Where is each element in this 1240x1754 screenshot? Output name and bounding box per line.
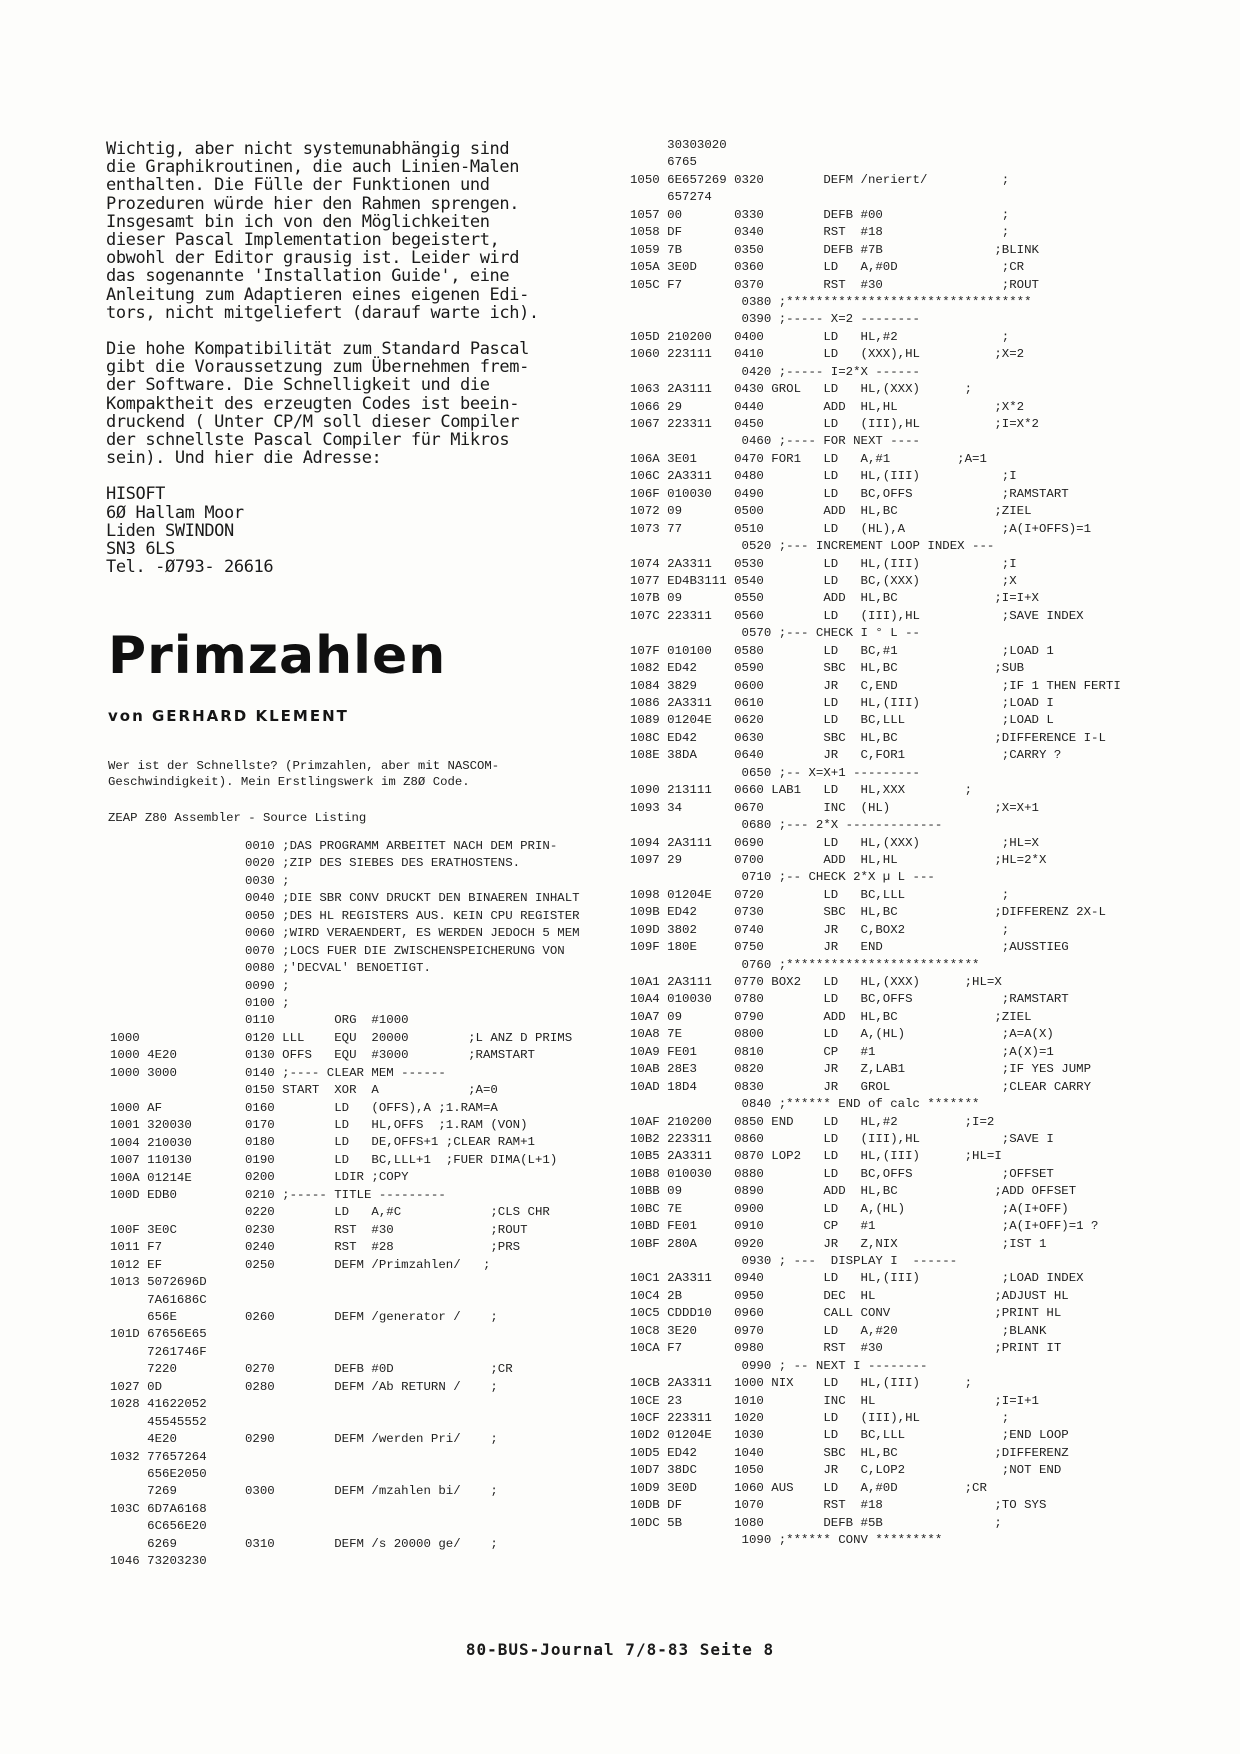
listing-line: 10D5 ED42 1040 SBC HL,BC ;DIFFERENZ xyxy=(630,1445,1069,1460)
listing-line: 10CA F7 0980 RST #30 ;PRINT IT xyxy=(630,1341,1062,1356)
listing-line: 0460 ;---- FOR NEXT ---- xyxy=(630,434,920,449)
listing-line: 0380 ;********************************* xyxy=(630,294,1032,309)
listing-line: 1004 210030 xyxy=(110,1135,192,1150)
listing-line xyxy=(245,1413,580,1430)
listing-line: 1082 ED42 0590 SBC HL,BC ;SUB xyxy=(630,661,1025,676)
listing-line: 10A4 010030 0780 LD BC,OFFS ;RAMSTART xyxy=(630,992,1069,1007)
listing-line: 10CF 223311 1020 LD (III),HL ; xyxy=(630,1410,1010,1425)
listing-line: 1032 77657264 xyxy=(110,1449,207,1464)
listing-source-column xyxy=(245,838,580,1553)
listing-line: 1000 4E20 xyxy=(110,1048,177,1063)
article-title: Primzahlen xyxy=(108,626,447,686)
listing-line xyxy=(245,1396,580,1413)
listing-line: 0110 ORG #1000 xyxy=(245,1013,409,1028)
listing-line: 10DC 5B 1080 DEFB #5B ; xyxy=(630,1515,1002,1530)
listing-caption: ZEAP Z80 Assembler - Source Listing xyxy=(108,810,367,825)
listing-line: 0520 ;--- INCREMENT LOOP INDEX --- xyxy=(630,539,995,554)
listing-line: 0260 DEFM /generator / ; xyxy=(245,1309,498,1324)
listing-line: 1000 3000 xyxy=(110,1065,177,1080)
listing-line: 656E xyxy=(110,1310,177,1324)
listing-line: 1067 223311 0450 LD (III),HL ;I=X*2 xyxy=(630,417,1039,431)
listing-line: 107F 010100 0580 LD BC,#1 ;LOAD 1 xyxy=(630,643,1054,658)
listing-line: 1098 01204E 0720 LD BC,LLL ; xyxy=(630,887,1010,902)
listing-line: 105D 210200 0400 LD HL,#2 ; xyxy=(630,329,1010,344)
listing-line: 0840 ;****** END of calc ******* xyxy=(630,1097,980,1112)
text-line: gibt die Voraussetzung zum Übernehmen frem- xyxy=(106,357,529,378)
listing-line: 108C ED42 0630 SBC HL,BC ;DIFFERENCE I-L xyxy=(630,730,1106,745)
listing-line: 1000 xyxy=(110,1031,140,1045)
listing-line: 10B8 010030 0880 LD BC,OFFS ;OFFSET xyxy=(630,1166,1054,1181)
listing-line: 1072 09 0500 ADD HL,BC ;ZIEL xyxy=(630,504,1032,519)
address-line: Tel. -Ø793- 26616 xyxy=(106,557,274,578)
listing-line: 0420 ;----- I=2*X ------ xyxy=(630,364,920,379)
listing-line: 100D EDB0 xyxy=(110,1187,177,1202)
listing-line: 1063 2A3111 0430 GROL LD HL,(XXX) ; xyxy=(630,382,973,397)
listing-line xyxy=(110,1082,207,1099)
listing-line: 1066 29 0440 ADD HL,HL ;X*2 xyxy=(630,399,1025,414)
text-line: sein). Und hier die Adresse: xyxy=(106,448,382,469)
listing-line xyxy=(245,1448,580,1465)
intro-text xyxy=(106,140,576,576)
listing-line: 30303020 xyxy=(630,138,727,152)
listing-line: 0240 RST #28 ;PRS xyxy=(245,1240,521,1255)
listing-line: 0990 ; -- NEXT I -------- xyxy=(630,1358,928,1373)
listing-line: 1000 AF xyxy=(110,1100,163,1115)
listing-line: 106F 010030 0490 LD BC,OFFS ;RAMSTART xyxy=(630,486,1069,501)
listing-line: 1094 2A3111 0690 LD HL,(XXX) ;HL=X xyxy=(630,835,1039,850)
listing-line: 45545552 xyxy=(110,1414,207,1429)
listing-line xyxy=(245,1518,580,1535)
listing-line: 1084 3829 0600 JR C,END ;IF 1 THEN FERTI xyxy=(630,678,1121,693)
listing-line: 1090 ;****** CONV ********* xyxy=(630,1533,943,1547)
text-line: die Graphikroutinen, die auch Linien-Malen xyxy=(106,157,520,178)
listing-line: 10D7 38DC 1050 JR C,LOP2 ;NOT END xyxy=(630,1463,1062,1478)
listing-line: 0160 LD (OFFS),A ;1.RAM=A xyxy=(245,1100,498,1115)
lead-line: Geschwindigkeit). Mein Erstlingswerk im Z8Ø Code. xyxy=(108,775,470,790)
listing-line: 10CB 2A3311 1000 NIX LD HL,(III) ; xyxy=(630,1376,973,1391)
listing-line: 108E 38DA 0640 JR C,FOR1 ;CARRY ? xyxy=(630,748,1062,763)
listing-line: 106C 2A3311 0480 LD HL,(III) ;I xyxy=(630,469,1017,484)
listing-line: 0090 ; xyxy=(245,978,290,993)
listing-line: 100A 01214E xyxy=(110,1170,192,1185)
paragraph-2 xyxy=(106,340,576,467)
listing-line: 107B 09 0550 ADD HL,BC ;I=I+X xyxy=(630,591,1039,606)
listing-line: 7A61686C xyxy=(110,1292,207,1307)
listing-line: 1057 00 0330 DEFB #00 ; xyxy=(630,207,1010,222)
page-footer: 80-BUS-Journal 7/8-83 Seite 8 xyxy=(465,1640,775,1659)
listing-line: 10C4 2B 0950 DEC HL ;ADJUST HL xyxy=(630,1288,1069,1303)
listing-line: 1090 213111 0660 LAB1 LD HL,XXX ; xyxy=(630,783,973,798)
listing-line: 0930 ; --- DISPLAY I ------ xyxy=(630,1254,958,1268)
listing-line: 105A 3E0D 0360 LD A,#0D ;CR xyxy=(630,260,1025,275)
listing-line: 0100 ; xyxy=(245,995,290,1010)
paragraph-1 xyxy=(106,140,576,322)
listing-line: 1073 77 0510 LD (HL),A ;A(I+OFFS)=1 xyxy=(630,521,1092,536)
listing-line: 10B2 223311 0860 LD (III),HL ;SAVE I xyxy=(630,1131,1054,1146)
listing-line: 0760 ;************************** xyxy=(630,957,980,972)
listing-line: 0190 LD BC,LLL+1 ;FUER DIMA(L+1) xyxy=(245,1152,558,1167)
text-line: enthalten. Die Fülle der Funktionen und xyxy=(106,175,490,196)
address-line: Liden SWINDON xyxy=(106,520,234,541)
listing-line: 1027 0D xyxy=(110,1379,163,1394)
listing-line: 1059 7B 0350 DEFB #7B ;BLINK xyxy=(630,242,1039,257)
listing-line: 1058 DF 0340 RST #18 ; xyxy=(630,225,1010,240)
listing-line: 6C656E20 xyxy=(110,1519,207,1534)
listing-line: 1013 5072696D xyxy=(110,1275,207,1290)
listing-line xyxy=(110,1204,207,1221)
listing-line: 0680 ;--- 2*X ------------- xyxy=(630,818,943,833)
listing-line: 1046 73203230 xyxy=(110,1554,207,1569)
listing-line: 0200 LDIR ;COPY xyxy=(245,1170,409,1185)
text-line: obwohl der Editor grausig ist. Leider wird xyxy=(106,248,520,269)
listing-line: 0050 ;DES HL REGISTERS AUS. KEIN CPU REGISTER xyxy=(245,908,580,923)
listing-line: 103C 6D7A6168 xyxy=(110,1501,207,1516)
listing-line: 10BD FE01 0910 CP #1 ;A(I+OFF)=1 ? xyxy=(630,1219,1099,1234)
text-line: der Software. Die Schnelligkeit und die xyxy=(106,375,490,396)
listing-line: 10D9 3E0D 1060 AUS LD A,#0D ;CR xyxy=(630,1480,987,1495)
listing-line: 10D2 01204E 1030 LD BC,LLL ;END LOOP xyxy=(630,1428,1069,1443)
listing-line: 109B ED42 0730 SBC HL,BC ;DIFFERENZ 2X-L xyxy=(630,905,1106,920)
text-line: Insgesamt bin ich von den Möglichkeiten xyxy=(106,211,490,232)
listing-line: 1074 2A3311 0530 LD HL,(III) ;I xyxy=(630,556,1017,571)
listing-line: 1086 2A3311 0610 LD HL,(III) ;LOAD I xyxy=(630,696,1054,710)
listing-line: 0250 DEFM /Primzahlen/ ; xyxy=(245,1257,491,1272)
listing-line: 1089 01204E 0620 LD BC,LLL ;LOAD L xyxy=(630,713,1054,728)
listing-line: 0300 DEFM /mzahlen bi/ ; xyxy=(245,1484,498,1499)
listing-line xyxy=(245,1274,580,1291)
listing-line: 10BB 09 0890 ADD HL,BC ;ADD OFFSET xyxy=(630,1184,1077,1199)
listing-line: 1050 6E657269 0320 DEFM /neriert/ ; xyxy=(630,172,1010,187)
listing-line: 656E2050 xyxy=(110,1466,207,1481)
listing-line xyxy=(245,1344,580,1361)
listing-line: 1012 EF xyxy=(110,1257,163,1272)
listing-line: 10C8 3E20 0970 LD A,#20 ;BLANK xyxy=(630,1323,1047,1338)
listing-line: 0310 DEFM /s 20000 ge/ ; xyxy=(245,1536,498,1551)
listing-line: 109D 3802 0740 JR C,BOX2 ; xyxy=(630,922,1010,937)
article-author: von GERHARD KLEMENT xyxy=(108,707,349,725)
address-line: SN3 6LS xyxy=(106,539,175,560)
listing-line: 0230 RST #30 ;ROUT xyxy=(245,1222,528,1237)
address-line: 6Ø Hallam Moor xyxy=(106,502,244,523)
listing-line: 0390 ;----- X=2 -------- xyxy=(630,312,920,327)
listing-line: 10AB 28E3 0820 JR Z,LAB1 ;IF YES JUMP xyxy=(630,1062,1092,1077)
listing-line: 10A1 2A3111 0770 BOX2 LD HL,(XXX) ;HL=X xyxy=(630,975,1002,989)
listing-line: 1007 110130 xyxy=(110,1153,192,1168)
text-line: druckend ( Unter CP/M soll dieser Compiler xyxy=(106,411,520,432)
listing-line: 0570 ;--- CHECK I ° L -- xyxy=(630,626,920,641)
listing-line xyxy=(245,1466,580,1483)
lead-paragraph xyxy=(108,758,608,791)
text-line: Wichtig, aber nicht systemunabhängig sind xyxy=(106,139,510,159)
listing-line: 0290 DEFM /werden Pri/ ; xyxy=(245,1431,498,1446)
listing-line: 0120 LLL EQU 20000 ;L ANZ D PRIMS xyxy=(245,1030,573,1045)
listing-line: 107C 223311 0560 LD (III),HL ;SAVE INDEX xyxy=(630,608,1084,623)
listing-line xyxy=(245,1326,580,1343)
listing-line: 0270 DEFB #0D ;CR xyxy=(245,1362,513,1377)
listing-line: 10BF 280A 0920 JR Z,NIX ;IST 1 xyxy=(630,1236,1047,1251)
listing-left-column xyxy=(110,1030,207,1571)
listing-line: 10DB DF 1070 RST #18 ;TO SYS xyxy=(630,1498,1047,1513)
listing-line: 100F 3E0C xyxy=(110,1222,177,1237)
listing-line: 0170 LD HL,OFFS ;1.RAM (VON) xyxy=(245,1118,528,1132)
listing-line: 106A 3E01 0470 FOR1 LD A,#1 ;A=1 xyxy=(630,451,987,466)
lead-line: Wer ist der Schnellste? (Primzahlen, aber mit NASCOM- xyxy=(108,759,500,773)
listing-line: 0130 OFFS EQU #3000 ;RAMSTART xyxy=(245,1048,535,1063)
listing-line: 0070 ;LOCS FUER DIE ZWISCHENSPEICHERUNG VON xyxy=(245,943,565,958)
listing-line: 7220 xyxy=(110,1362,177,1377)
text-line: dieser Pascal Implementation begeistert, xyxy=(106,230,500,251)
text-line: Kompaktheit des erzeugten Codes ist beein- xyxy=(106,393,520,414)
text-line: das sogenannte 'Installation Guide', eine xyxy=(106,266,510,287)
text-line: Die hohe Kompatibilität zum Standard Pascal xyxy=(106,339,529,360)
listing-line: 6269 xyxy=(110,1536,177,1551)
listing-line: 0060 ;WIRD VERAENDERT, ES WERDEN JEDOCH 5 MEM xyxy=(245,926,580,941)
address-line: HISOFT xyxy=(106,484,166,505)
listing-line: 6765 xyxy=(630,155,697,170)
listing-line: 10AD 18D4 0830 JR GROL ;CLEAR CARRY xyxy=(630,1079,1092,1094)
listing-line: 7261746F xyxy=(110,1344,207,1359)
listing-line: 4E20 xyxy=(110,1432,177,1447)
listing-line xyxy=(245,1291,580,1308)
listing-right-column xyxy=(630,137,1121,1549)
listing-line: 1077 ED4B3111 0540 LD BC,(XXX) ;X xyxy=(630,573,1017,588)
text-line: Anleitung zum Adaptieren eines eigenen Edi- xyxy=(106,284,529,305)
address-block xyxy=(106,485,576,576)
listing-line: 10A7 09 0790 ADD HL,BC ;ZIEL xyxy=(630,1009,1032,1024)
listing-line: 1001 320030 xyxy=(110,1118,192,1133)
text-line: tors, nicht mitgeliefert (darauf warte ich). xyxy=(106,302,539,323)
text-line: der schnellste Pascal Compiler für Mikros xyxy=(106,430,510,451)
text-line: Prozeduren würde hier den Rahmen sprengen. xyxy=(106,193,520,214)
listing-line: 101D 67656E65 xyxy=(110,1327,207,1342)
listing-line: 0710 ;-- CHECK 2*X µ L --- xyxy=(630,870,935,885)
listing-line: 109F 180E 0750 JR END ;AUSSTIEG xyxy=(630,940,1069,955)
listing-line: 10C1 2A3311 0940 LD HL,(III) ;LOAD INDEX xyxy=(630,1271,1084,1286)
listing-line: 10C5 CDDD10 0960 CALL CONV ;PRINT HL xyxy=(630,1306,1062,1321)
listing-line: 7269 xyxy=(110,1484,177,1499)
listing-line: 0080 ;'DECVAL' BENOETIGT. xyxy=(245,961,431,976)
listing-line: 10CE 23 1010 INC HL ;I=I+1 xyxy=(630,1393,1039,1408)
listing-line xyxy=(245,1501,580,1518)
listing-line: 105C F7 0370 RST #30 ;ROUT xyxy=(630,277,1039,292)
listing-line: 0280 DEFM /Ab RETURN / ; xyxy=(245,1379,498,1394)
listing-line: 0150 START XOR A ;A=0 xyxy=(245,1083,498,1098)
listing-line: 1060 223111 0410 LD (XXX),HL ;X=2 xyxy=(630,347,1025,362)
listing-line: 657274 xyxy=(630,190,712,205)
listing-line: 10A8 7E 0800 LD A,(HL) ;A=A(X) xyxy=(630,1027,1054,1042)
listing-line: 1028 41622052 xyxy=(110,1397,207,1412)
listing-line: 0030 ; xyxy=(245,873,290,888)
listing-line: 0210 ;----- TITLE --------- xyxy=(245,1187,446,1202)
listing-line: 0220 LD A,#C ;CLS CHR xyxy=(245,1205,550,1220)
listing-line: 1011 F7 xyxy=(110,1240,163,1255)
listing-line: 0040 ;DIE SBR CONV DRUCKT DEN BINAEREN INHALT xyxy=(245,891,580,906)
listing-line: 0180 LD DE,OFFS+1 ;CLEAR RAM+1 xyxy=(245,1135,535,1150)
listing-line: 10AF 210200 0850 END LD HL,#2 ;I=2 xyxy=(630,1114,995,1129)
listing-line: 10A9 FE01 0810 CP #1 ;A(X)=1 xyxy=(630,1044,1054,1059)
listing-line: 0020 ;ZIP DES SIEBES DES ERATHOSTENS. xyxy=(245,856,521,871)
listing-line: 0140 ;---- CLEAR MEM ------ xyxy=(245,1065,446,1080)
listing-line: 10BC 7E 0900 LD A,(HL) ;A(I+OFF) xyxy=(630,1201,1069,1216)
listing-line: 10B5 2A3311 0870 LOP2 LD HL,(III) ;HL=I xyxy=(630,1149,1002,1164)
article-lead xyxy=(108,758,608,826)
listing-line: 0010 ;DAS PROGRAMM ARBEITET NACH DEM PRIN- xyxy=(245,839,558,853)
listing-line: 0650 ;-- X=X+1 --------- xyxy=(630,765,920,780)
listing-line: 1097 29 0700 ADD HL,HL ;HL=2*X xyxy=(630,852,1047,867)
listing-line: 1093 34 0670 INC (HL) ;X=X+1 xyxy=(630,800,1039,815)
